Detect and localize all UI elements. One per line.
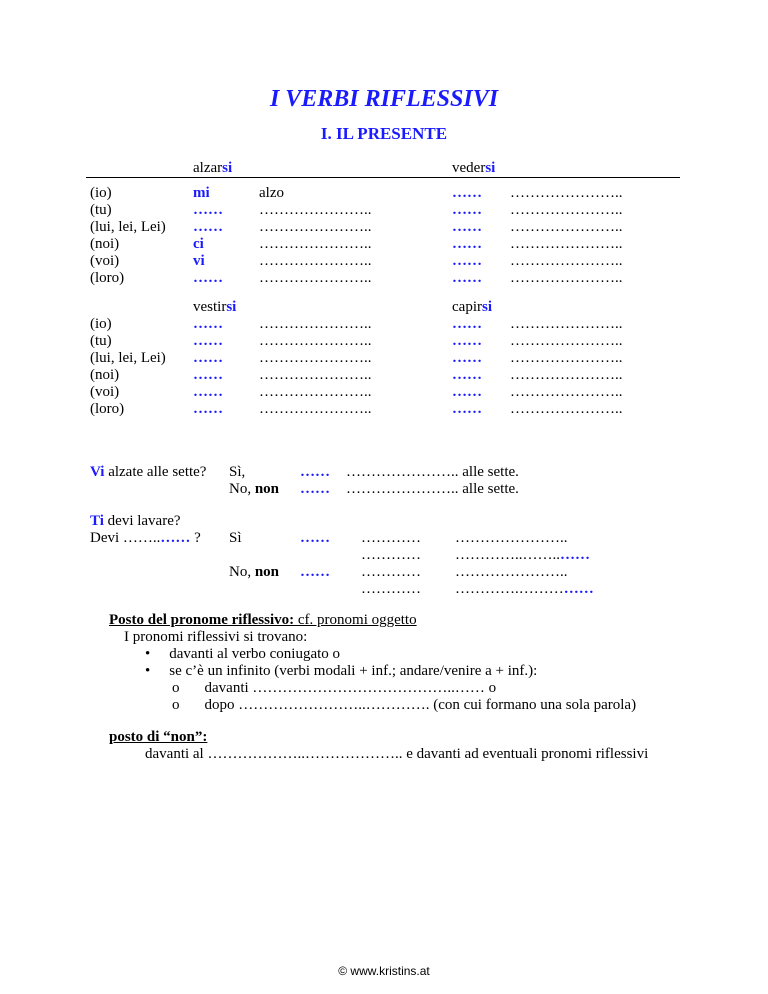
circle-bullet-icon: o xyxy=(172,680,180,696)
sub-bullet-2: o dopo ……………………..…………. (con cui formano una sola parola) xyxy=(172,697,637,713)
bullet-1: • davanti al verbo coniugato o xyxy=(145,646,341,662)
capirsi-forms-col: ………………….. ………………….. ………………….. ………………….. ………………….. ………………….. xyxy=(510,316,623,417)
q1-answer-1: ………………….. alle sette. xyxy=(346,464,519,480)
q1-no: No, non xyxy=(229,481,280,497)
footer-copyright: © www.kristins.at xyxy=(338,964,430,978)
q1-yes: Sì, xyxy=(229,464,246,480)
q2-short-dots-col: ………… ………… ………… ………… xyxy=(361,530,421,597)
header-rule xyxy=(86,177,680,178)
circle-bullet-icon: o xyxy=(172,697,180,713)
capirsi-reflexive-col: …… …… …… …… …… …… xyxy=(452,316,482,417)
non-heading: posto di “non”: xyxy=(109,729,208,745)
q2-blank-2: …… xyxy=(300,564,330,580)
vestirsi-forms-col: ………………….. ………………….. ………………….. ………………….. ………………….. ………………….. xyxy=(259,316,372,417)
posto-heading: Posto del pronome riflessivo: cf. pronomi oggetto xyxy=(109,612,417,628)
sub-bullet-1: o davanti …………………………………..…… o xyxy=(172,680,497,696)
alzarsi-reflexive-col: mi …… …… ci vi …… xyxy=(193,185,223,286)
non-text: davanti al ………………..……………….. e davanti ad eventuali pronomi riflessivi xyxy=(145,746,649,762)
question-2: Ti devi lavare? xyxy=(90,513,181,529)
section-title: I. IL PRESENTE xyxy=(320,124,448,143)
verb-header-vedersi: vedersi xyxy=(452,160,496,176)
q1-blank-1: …… xyxy=(300,464,330,480)
verb-header-capirsi: capirsi xyxy=(452,299,492,315)
pronoun-list-2: (io) (tu) (lui, lei, Lei) (noi) (voi) (loro) xyxy=(90,316,166,417)
q1-answer-2: ………………….. alle sette. xyxy=(346,481,519,497)
question-2-alt: Devi ……..…… ? xyxy=(90,530,201,546)
verb-header-alzarsi: alzarsi xyxy=(193,160,233,176)
alzarsi-forms-col: alzo ………………….. ………………….. ………………….. ………………….. ………………….. xyxy=(259,185,372,286)
q2-blank-1: …… xyxy=(300,530,330,546)
vedersi-forms-col: ………………….. ………………….. ………………….. ………………….. ………………….. ………………….. xyxy=(510,185,623,286)
bullet-icon: • xyxy=(145,646,151,662)
verb-header-vestirsi: vestirsi xyxy=(193,299,237,315)
question-1: Vi alzate alle sette? xyxy=(90,464,207,480)
vedersi-reflexive-col: …… …… …… …… …… …… xyxy=(452,185,482,286)
page-title: I VERBI RIFLESSIVI xyxy=(269,86,499,112)
pronoun-list-1: (io) (tu) (lui, lei, Lei) (noi) (voi) (loro) xyxy=(90,185,166,286)
q2-no: No, non xyxy=(229,564,280,580)
vestirsi-reflexive-col: …… …… …… …… …… …… xyxy=(193,316,223,417)
bullet-2: • se c’è un infinito (verbi modali + inf.; andare/venire a + inf.): xyxy=(145,663,538,679)
q2-yes: Sì xyxy=(229,530,242,546)
bullet-icon: • xyxy=(145,663,151,679)
q1-blank-2: …… xyxy=(300,481,330,497)
posto-intro: I pronomi riflessivi si trovano: xyxy=(124,629,308,645)
q2-answer-col: ………………….. …………..……..…… ………………….. ………….…………… xyxy=(455,530,594,597)
